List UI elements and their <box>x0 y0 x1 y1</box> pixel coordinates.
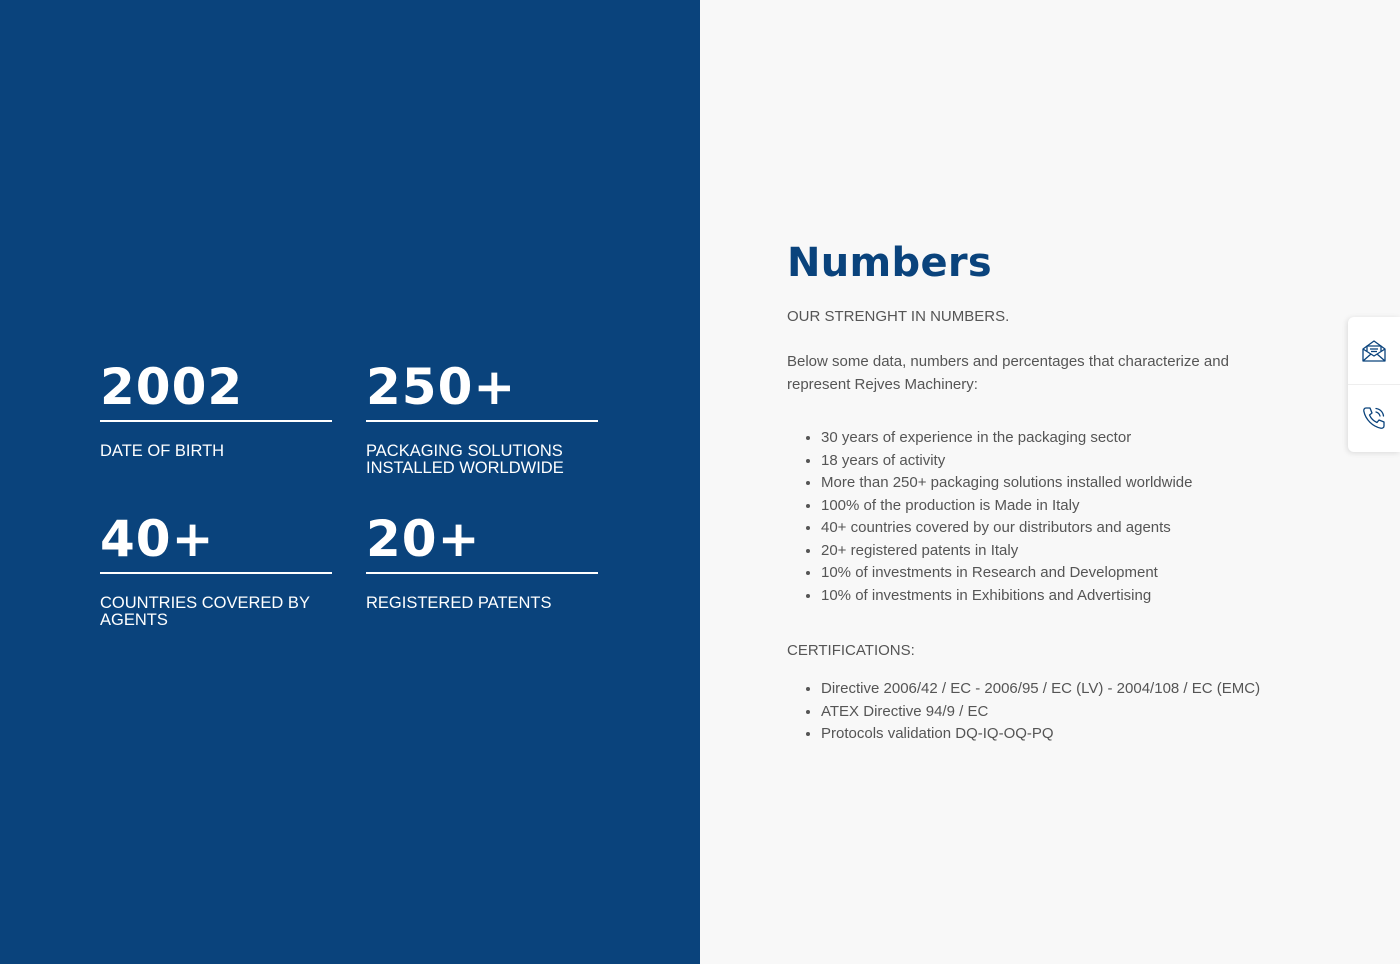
certifications-title: CERTIFICATIONS: <box>787 642 915 659</box>
phone-contact-button[interactable] <box>1348 384 1400 451</box>
list-item: • 30 years of experience in the packaging sector <box>821 427 1192 450</box>
section-subtitle: OUR STRENGHT IN NUMBERS. <box>787 308 1010 325</box>
list-item: • 40+ countries covered by our distributors and agents <box>821 517 1192 540</box>
highlights-list <box>787 427 1192 607</box>
list-item: • 10% of investments in Exhibitions and Advertising <box>821 585 1192 608</box>
section-title: Numbers <box>787 240 993 286</box>
stat-countries-covered <box>100 510 332 629</box>
stat-value: 2002 <box>100 362 332 422</box>
contact-widget <box>1348 317 1400 452</box>
stat-registered-patents <box>366 510 598 612</box>
stat-label: PACKAGING SOLUTIONS INSTALLED WORLDWIDE <box>366 442 564 477</box>
list-item: • 20+ registered patents in Italy <box>821 540 1192 563</box>
email-contact-button[interactable] <box>1348 317 1400 385</box>
list-item: • 18 years of activity <box>821 450 1192 473</box>
stat-date-of-birth <box>100 358 332 460</box>
list-item: • 10% of investments in Research and Development <box>821 562 1192 585</box>
list-item: • ATEX Directive 94/9 / EC <box>821 701 1260 724</box>
stat-value: 20+ <box>366 514 598 574</box>
stat-packaging-solutions <box>366 358 598 477</box>
list-item: • 100% of the production is Made in Italy <box>821 495 1192 518</box>
stat-label: REGISTERED PATENTS <box>366 594 552 612</box>
certifications-list <box>787 678 1260 746</box>
stat-value: 250+ <box>366 362 598 422</box>
section-intro: Below some data, numbers and percentages that characterize and represent Rejves Machinery: <box>787 353 1229 393</box>
stat-label: COUNTRIES COVERED BY AGENTS <box>100 594 310 629</box>
list-item: • More than 250+ packaging solutions installed worldwide <box>821 472 1192 495</box>
stat-value: 40+ <box>100 514 332 574</box>
stat-label: DATE OF BIRTH <box>100 442 225 460</box>
phone-icon <box>1361 405 1387 431</box>
list-item: • Directive 2006/42 / EC - 2006/95 / EC (LV) - 2004/108 / EC (EMC) <box>821 678 1260 701</box>
list-item: • Protocols validation DQ-IQ-OQ-PQ <box>821 723 1260 746</box>
mail-icon <box>1361 338 1387 364</box>
